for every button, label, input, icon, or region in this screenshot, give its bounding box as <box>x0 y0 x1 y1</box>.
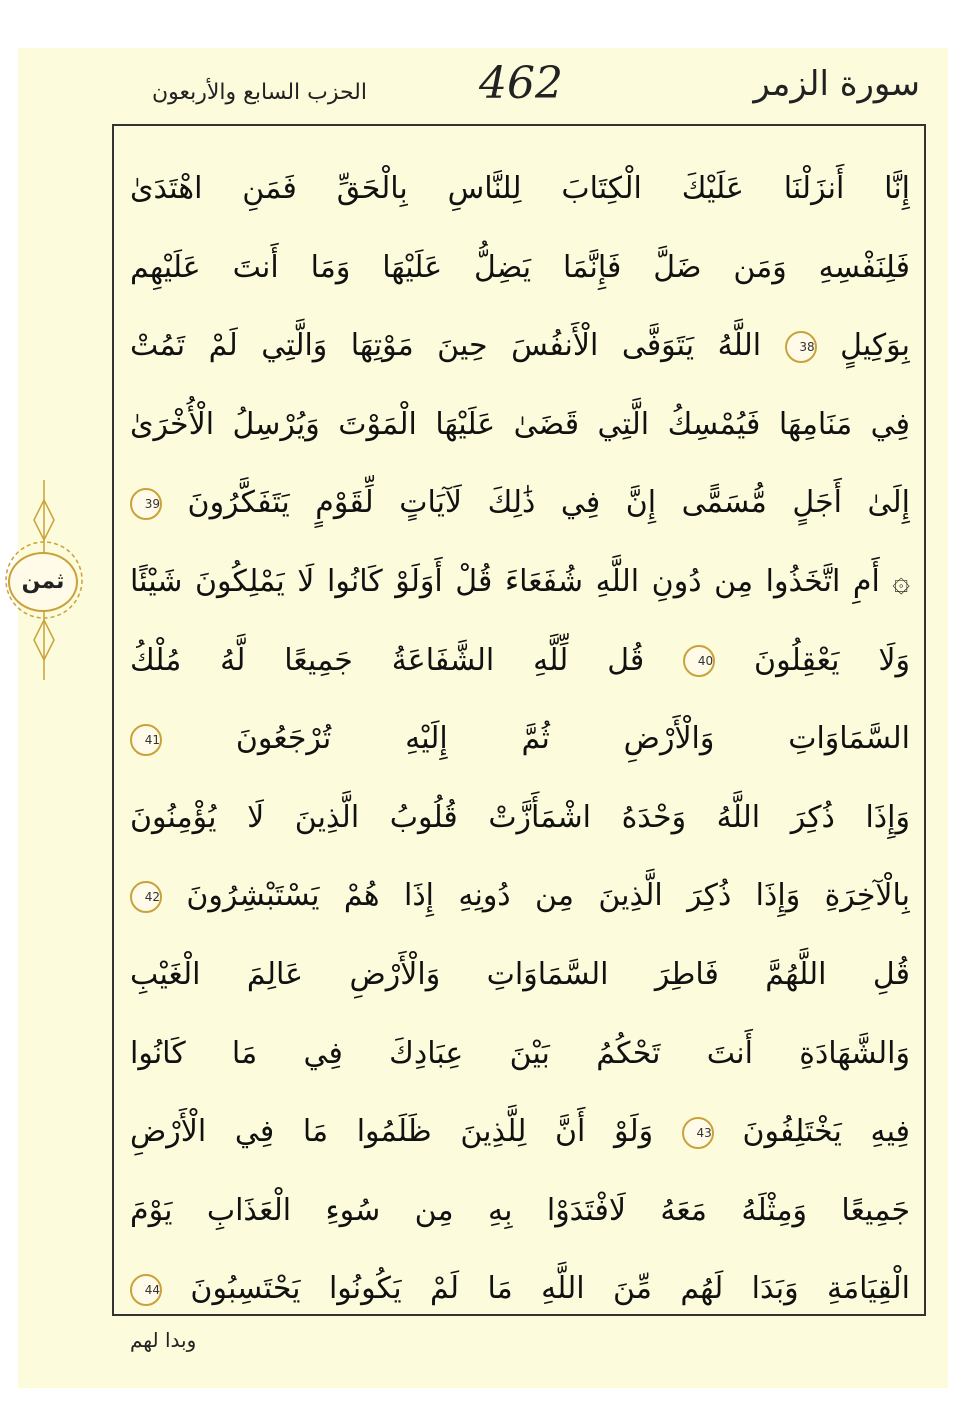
verse-text: جَمِيعًا وَمِثْلَهُ مَعَهُ لَافْتَدَوْا بِهِ مِن سُوءِ الْعَذَابِ يَوْمَ <box>130 1192 910 1228</box>
verse-text: السَّمَاوَاتِ وَالْأَرْضِ ثُمَّ إِلَيْهِ تُرْجَعُونَ <box>235 721 910 757</box>
text-line <box>130 779 910 858</box>
verse-text: وَالشَّهَادَةِ أَنتَ تَحْكُمُ بَيْنَ عِبَادِكَ فِي مَا كَانُوا <box>130 1035 910 1071</box>
verse-text: قُل لِّلَّهِ الشَّفَاعَةُ جَمِيعًا لَّهُ مُلْكُ <box>130 642 645 678</box>
catchword: وبدا لهم <box>130 1328 197 1352</box>
text-line <box>130 936 910 1015</box>
page-number: 462 <box>479 58 563 109</box>
page-header <box>112 58 930 124</box>
text-line <box>130 1250 910 1329</box>
thumn-marker: ثمن <box>8 552 78 612</box>
verse-text: بِوَكِيلٍ <box>840 328 910 364</box>
verse-number-marker: 39 <box>130 488 162 520</box>
text-line <box>130 857 910 936</box>
text-line <box>130 307 910 386</box>
verse-text: ۞ أَمِ اتَّخَذُوا مِن دُونِ اللَّهِ شُفَعَاءَ قُلْ أَوَلَوْ كَانُوا لَا يَمْلِكُونَ شَيْئًا <box>130 563 910 599</box>
text-line <box>130 1015 910 1094</box>
quran-text <box>130 150 910 1329</box>
verse-number-marker: 41 <box>130 724 162 756</box>
verse-text: فِي مَنَامِهَا فَيُمْسِكُ الَّتِي قَضَىٰ عَلَيْهَا الْمَوْتَ وَيُرْسِلُ الْأُخْرَىٰ <box>130 406 910 442</box>
verse-number-marker: 42 <box>130 881 162 913</box>
verse-text: الْقِيَامَةِ وَبَدَا لَهُم مِّنَ اللَّهِ مَا لَمْ يَكُونُوا يَحْتَسِبُونَ <box>190 1271 910 1307</box>
verse-number-marker: 40 <box>683 645 715 677</box>
verse-text: إِلَىٰ أَجَلٍ مُّسَمًّى إِنَّ فِي ذَٰلِكَ لَآيَاتٍ لِّقَوْمٍ يَتَفَكَّرُونَ <box>187 485 910 521</box>
text-line <box>130 229 910 308</box>
text-line <box>130 622 910 701</box>
surah-title: سورة الزمر <box>753 64 920 104</box>
verse-text: وَلَوْ أَنَّ لِلَّذِينَ ظَلَمُوا مَا فِي الْأَرْضِ <box>130 1114 654 1150</box>
verse-text: فَلِنَفْسِهِ وَمَن ضَلَّ فَإِنَّمَا يَضِلُّ عَلَيْهَا وَمَا أَنتَ عَلَيْهِم <box>130 249 910 285</box>
verse-number-marker: 38 <box>785 331 817 363</box>
verse-text: وَإِذَا ذُكِرَ اللَّهُ وَحْدَهُ اشْمَأَزَّتْ قُلُوبُ الَّذِينَ لَا يُؤْمِنُونَ <box>130 799 910 835</box>
text-line <box>130 464 910 543</box>
verse-number-marker: 43 <box>682 1117 714 1149</box>
text-line <box>130 386 910 465</box>
verse-text: اللَّهُ يَتَوَفَّى الْأَنفُسَ حِينَ مَوْتِهَا وَالَّتِي لَمْ تَمُتْ <box>130 328 762 364</box>
verse-text: وَلَا يَعْقِلُونَ <box>754 642 910 678</box>
text-line <box>130 1172 910 1251</box>
hizb-label: الحزب السابع والأربعون <box>152 80 367 105</box>
verse-text: فِيهِ يَخْتَلِفُونَ <box>742 1114 910 1150</box>
verse-text: قُلِ اللَّهُمَّ فَاطِرَ السَّمَاوَاتِ وَالْأَرْضِ عَالِمَ الْغَيْبِ <box>130 956 910 992</box>
text-line <box>130 150 910 229</box>
text-line <box>130 700 910 779</box>
text-line <box>130 1093 910 1172</box>
verse-text: إِنَّا أَنزَلْنَا عَلَيْكَ الْكِتَابَ لِلنَّاسِ بِالْحَقِّ فَمَنِ اهْتَدَىٰ <box>130 171 910 206</box>
text-line <box>130 543 910 622</box>
verse-text: بِالْآخِرَةِ وَإِذَا ذُكِرَ الَّذِينَ مِن دُونِهِ إِذَا هُمْ يَسْتَبْشِرُونَ <box>186 878 910 914</box>
verse-number-marker: 44 <box>130 1274 162 1306</box>
